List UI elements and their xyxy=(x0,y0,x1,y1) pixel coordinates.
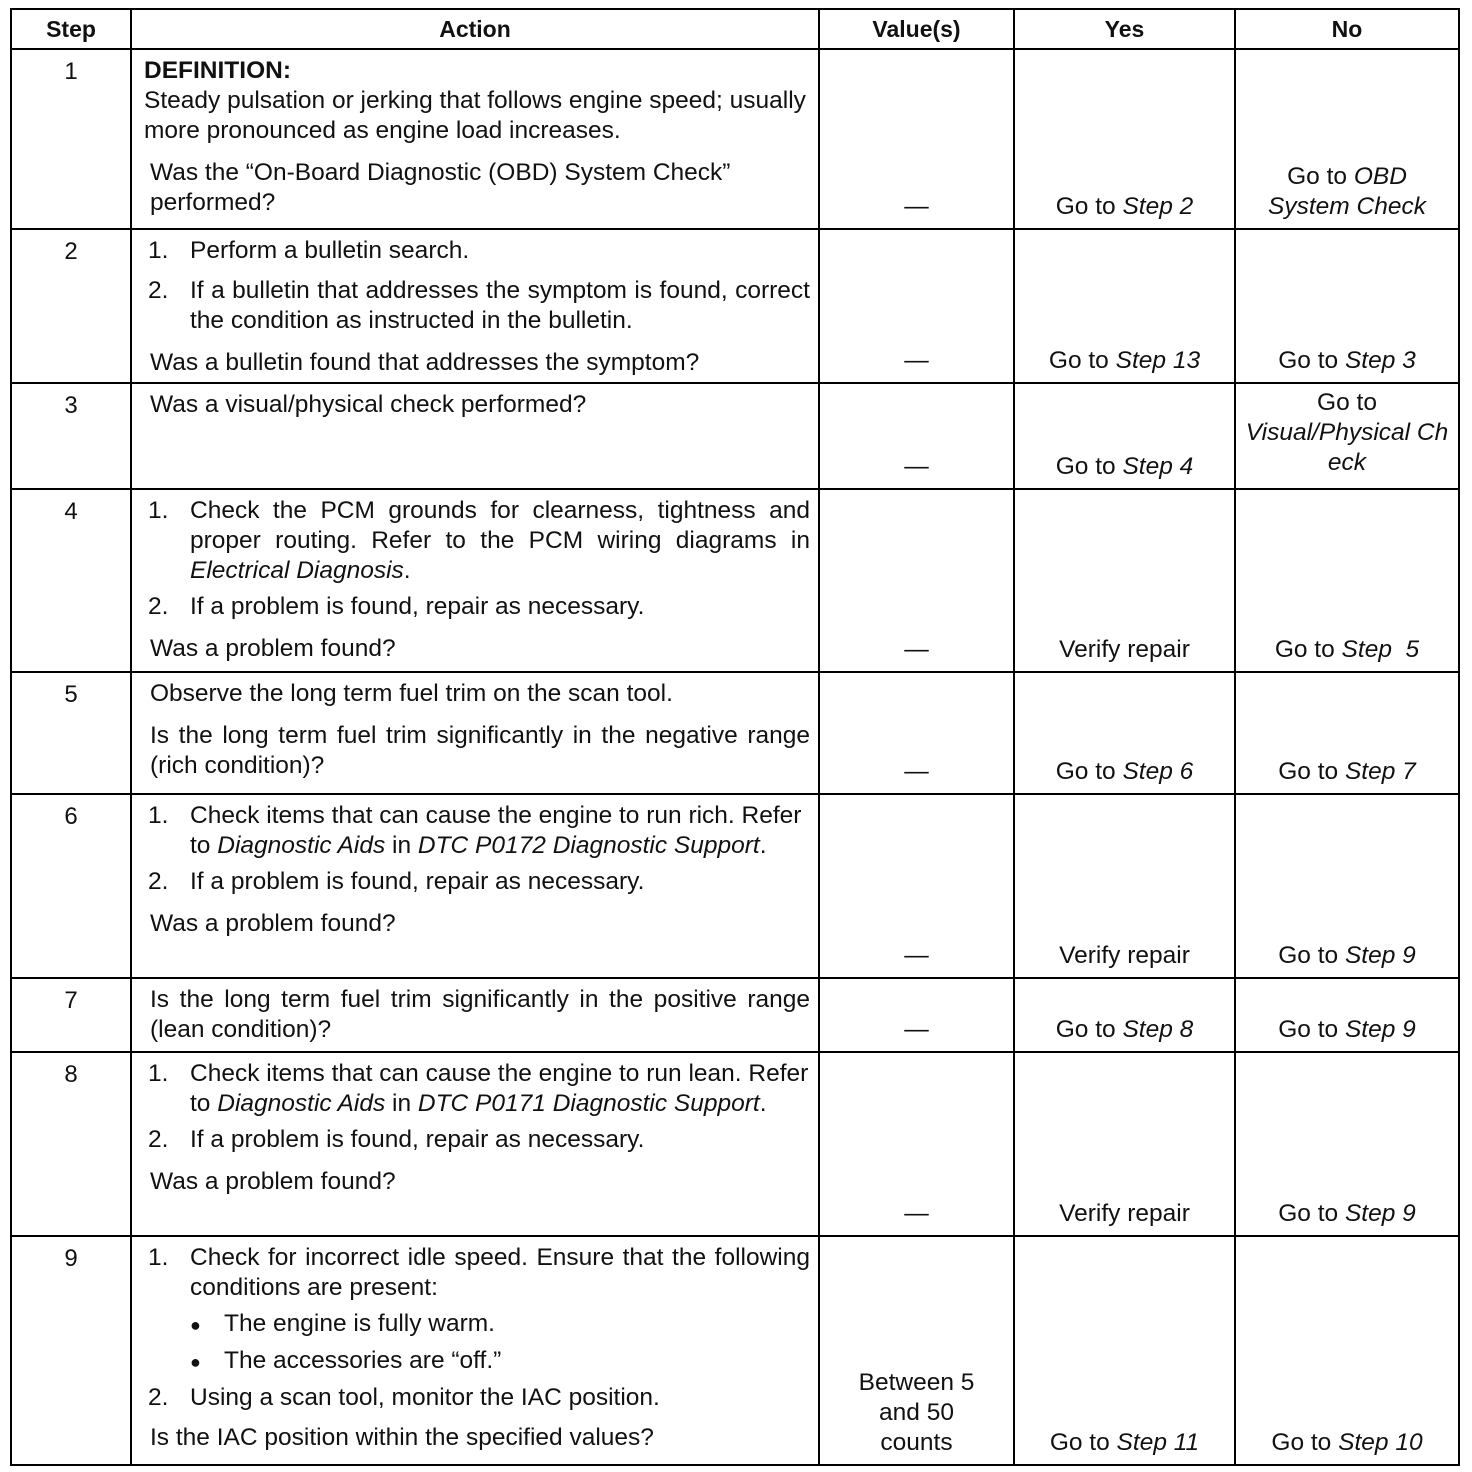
yes-cell: Go to Step 13 xyxy=(1014,229,1235,383)
action-cell xyxy=(131,1236,819,1465)
list-item: 1. Check items that can cause the engine to run lean. Refer to Diagnostic Aids in DTC P0171 Diagnostic Support. xyxy=(148,1060,809,1117)
header-yes: Yes xyxy=(1014,9,1235,49)
value-cell: — xyxy=(819,1052,1014,1236)
no-cell xyxy=(1235,49,1459,229)
no-prefix: Go to xyxy=(1287,163,1354,190)
action-cell xyxy=(131,383,819,489)
no-link[interactable]: Visual/Physical Check xyxy=(1245,419,1449,476)
header-no: No xyxy=(1235,9,1459,49)
header-row xyxy=(11,9,1459,49)
yes-link[interactable]: Step 11 xyxy=(1116,1429,1200,1456)
value-cell: Between 5 and 50 counts xyxy=(819,1236,1014,1465)
question: Was a problem found? xyxy=(150,910,396,937)
yes-link[interactable]: Step 4 xyxy=(1122,453,1194,480)
value-cell: — xyxy=(819,49,1014,229)
list-item: 2. If a bulletin that addresses the symptom is found, correct the condition as instructed in the bulletin. xyxy=(148,277,810,334)
no-link[interactable]: Step 9 xyxy=(1344,1016,1416,1043)
list-item: 1. Check items that can cause the engine to run rich. Refer to Diagnostic Aids in DTC P0172 Diagnostic Support. xyxy=(148,802,802,859)
list-item: 2. If a problem is found, repair as necessary. xyxy=(148,593,645,620)
yes-cell: Go to Step 4 xyxy=(1014,383,1235,489)
action-cell xyxy=(131,229,819,383)
list-item: 2. If a problem is found, repair as necessary. xyxy=(148,1126,645,1153)
value-cell: — xyxy=(819,672,1014,794)
header-step: Step xyxy=(11,9,131,49)
table-row xyxy=(11,672,1459,794)
yes-cell: Verify repair xyxy=(1014,489,1235,672)
yes-link[interactable]: Step 8 xyxy=(1122,1016,1194,1043)
step-number: 1 xyxy=(11,49,131,229)
no-cell: Go to Step 3 xyxy=(1235,229,1459,383)
yes-cell: Go to Step 6 xyxy=(1014,672,1235,794)
no-cell: Go to Step 10 xyxy=(1235,1236,1459,1465)
yes-link[interactable]: Step 2 xyxy=(1122,193,1194,220)
step-number: 8 xyxy=(11,1052,131,1236)
yes-cell: Go to Step 11 xyxy=(1014,1236,1235,1465)
no-cell: Go to Step 9 xyxy=(1235,794,1459,978)
no-cell: Go to Step 9 xyxy=(1235,978,1459,1052)
list-item: 1. Check the PCM grounds for clearness, tightness and proper routing. Refer to the PCM wiring diagrams in Electrical Diagnosis. xyxy=(148,497,810,584)
question: Was a bulletin found that addresses the symptom? xyxy=(150,349,700,376)
no-link[interactable]: Step 9 xyxy=(1344,942,1416,969)
step-number: 7 xyxy=(11,978,131,1052)
definition-text: Steady pulsation or jerking that follows engine speed; usually more pronounced as engine load increases. xyxy=(144,87,806,144)
table-row xyxy=(11,1236,1459,1465)
no-cell: Go to Step 7 xyxy=(1235,672,1459,794)
question: Was a visual/physical check performed? xyxy=(150,391,587,418)
value-cell: — xyxy=(819,978,1014,1052)
no-link[interactable]: Step 3 xyxy=(1344,347,1416,374)
no-cell: Go to Step 9 xyxy=(1235,1052,1459,1236)
yes-prefix: Go to xyxy=(1055,193,1123,220)
bullet-item: ● The accessories are “off.” xyxy=(190,1347,502,1374)
action-cell xyxy=(131,489,819,672)
header-values: Value(s) xyxy=(819,9,1014,49)
table-row xyxy=(11,489,1459,672)
no-link[interactable]: Step 5 xyxy=(1341,636,1420,663)
question: Was a problem found? xyxy=(150,635,396,662)
yes-cell: Verify repair xyxy=(1014,794,1235,978)
question: Is the long term fuel trim significantly in the negative range (rich condition)? xyxy=(150,722,810,779)
question: Is the IAC position within the specified values? xyxy=(150,1424,654,1451)
action-cell xyxy=(131,978,819,1052)
question: Was the “On-Board Diagnostic (OBD) System Check” performed? xyxy=(150,159,731,216)
table-row xyxy=(11,794,1459,978)
list-item: 2. If a problem is found, repair as necessary. xyxy=(148,868,645,895)
yes-link[interactable]: Step 13 xyxy=(1115,347,1201,374)
no-cell: Go to Visual/Physical Check xyxy=(1235,383,1459,489)
step-number: 4 xyxy=(11,489,131,672)
value-cell: — xyxy=(819,794,1014,978)
yes-cell xyxy=(1014,49,1235,229)
no-link[interactable]: Step 10 xyxy=(1338,1429,1423,1456)
no-link[interactable]: OBD System Check xyxy=(1268,163,1426,220)
yes-cell: Go to Step 8 xyxy=(1014,978,1235,1052)
no-cell: Go to Step 5 xyxy=(1235,489,1459,672)
action-cell xyxy=(131,672,819,794)
header-action: Action xyxy=(131,9,819,49)
yes-link[interactable]: Step 6 xyxy=(1122,758,1194,785)
table-row xyxy=(11,383,1459,489)
bullet-item: ● The engine is fully warm. xyxy=(190,1310,495,1337)
action-cell xyxy=(131,49,819,229)
step-number: 2 xyxy=(11,229,131,383)
question: Is the long term fuel trim significantly in the positive range (lean condition)? xyxy=(150,986,810,1043)
no-link[interactable]: Step 9 xyxy=(1344,1200,1416,1227)
step-number: 5 xyxy=(11,672,131,794)
no-link[interactable]: Step 7 xyxy=(1344,758,1416,785)
action-cell xyxy=(131,1052,819,1236)
table-row xyxy=(11,978,1459,1052)
definition-label: DEFINITION: xyxy=(144,57,291,84)
value-cell: — xyxy=(819,229,1014,383)
value-cell: — xyxy=(819,489,1014,672)
diagnostic-table xyxy=(10,8,1460,1466)
yes-cell: Verify repair xyxy=(1014,1052,1235,1236)
table-row xyxy=(11,229,1459,383)
table-row xyxy=(11,49,1459,229)
list-item: 2. Using a scan tool, monitor the IAC position. xyxy=(148,1384,660,1411)
value-cell: — xyxy=(819,383,1014,489)
step-number: 3 xyxy=(11,383,131,489)
action-cell xyxy=(131,794,819,978)
statement: Observe the long term fuel trim on the scan tool. xyxy=(150,680,673,707)
step-number: 6 xyxy=(11,794,131,978)
table-row xyxy=(11,1052,1459,1236)
question: Was a problem found? xyxy=(150,1168,396,1195)
list-item: 1. Perform a bulletin search. xyxy=(148,237,470,264)
list-item: 1. Check for incorrect idle speed. Ensure that the following conditions are present: xyxy=(148,1244,810,1301)
step-number: 9 xyxy=(11,1236,131,1465)
